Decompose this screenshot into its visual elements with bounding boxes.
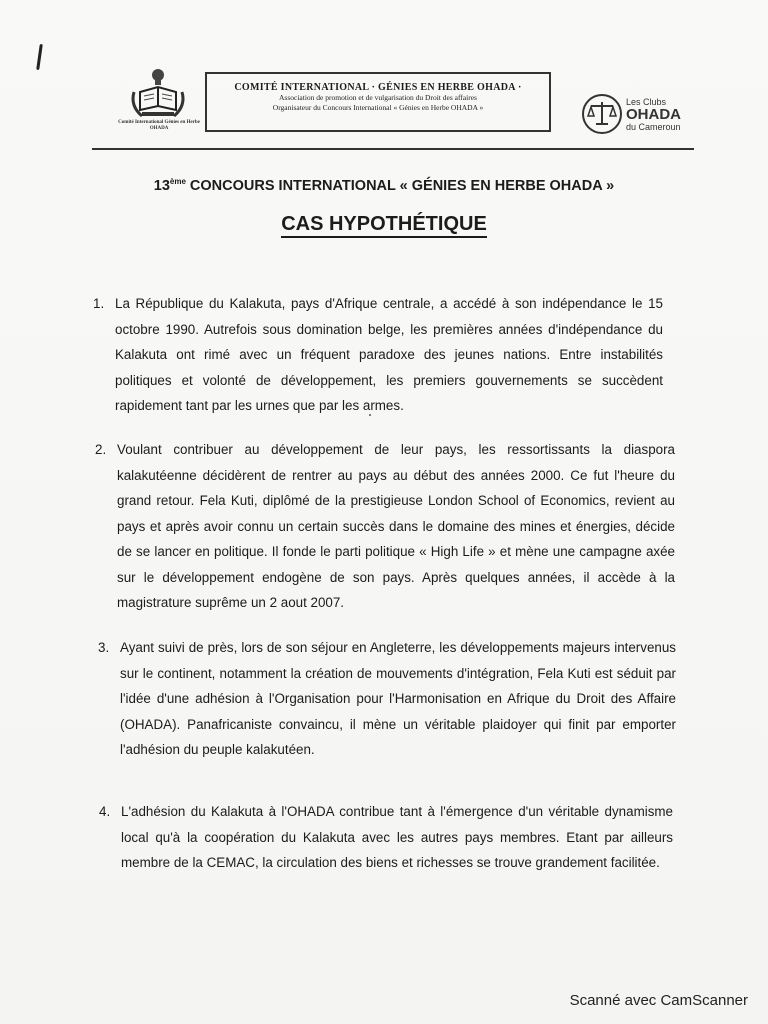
header-divider: [92, 148, 694, 150]
header-line2: Association de promotion et de vulgarisation du Droit des affaires: [279, 93, 477, 102]
contest-number-suffix: ème: [169, 177, 186, 186]
pen-mark: [36, 44, 43, 70]
contest-title: [0, 177, 768, 194]
paragraph-3: [98, 635, 676, 763]
contest-name: CONCOURS INTERNATIONAL « GÉNIES EN HERBE OHADA »: [185, 177, 615, 194]
header-line3: Organisateur du Concours International « Génies en Herbe OHADA »: [272, 103, 484, 112]
paragraph-4: [99, 799, 673, 876]
right-logo-brand: OHADA: [626, 106, 681, 123]
paragraph-number: 1.: [93, 296, 105, 311]
paragraph-1: [93, 291, 663, 419]
paragraph-text: Voulant contribuer au développement de leur pays, les ressortissants la diaspora kalakutéenne décidèrent de rentrer au pays au début des années 2000. Ce fut l'heure du grand retour. Fela Kuti, diplômé de la prestigieuse London School of Economics, revient au pays et après avoir connu un certain succès dans le domaine des mines et énergies, décide de se lancer en politique. Il fonde le parti politique « High Life » et mène une campagne axée sur le développement endogène de son pays. Après quelques années, il accède à la magistrature suprême un 2 aout 2007.: [117, 442, 675, 610]
speck: [369, 414, 371, 416]
paragraph-text: La République du Kalakuta, pays d'Afrique centrale, a accédé à son indépendance le 15 octobre 1990. Autrefois sous domination belge, les premières années d'indépendance du Kalakuta ont rimé avec un fréquent paradoxe des jeunes nations. Entre instabilités politiques et volonté de développement, les premiers gouvernements se succèdent rapidement tant par les urnes que par les armes.: [115, 296, 663, 413]
page-title: [0, 213, 768, 236]
camscanner-watermark: Scanné avec CamScanner: [569, 992, 748, 1009]
paragraph-2: [95, 437, 675, 616]
header-line1: COMITÉ INTERNATIONAL · GÉNIES EN HERBE OHADA ·: [234, 82, 522, 93]
scales-of-justice-icon: [580, 92, 624, 136]
paragraph-number: 4.: [99, 804, 111, 819]
right-logo-top: Les Clubs: [626, 97, 667, 107]
paragraph-number: 2.: [95, 442, 107, 457]
left-logo-caption: Comité International Génies en Herbe OHADA: [118, 120, 200, 131]
paragraph-text: Ayant suivi de près, lors de son séjour en Angleterre, les développements majeurs intervenus sur le continent, notamment la création de mouvements d'intégration, Fela Kuti est séduit par l'idée d'une adhésion à l'Organisation pour l'Harmonisation en Afrique du Droit des Affaire (OHADA). Panafricaniste convaincu, il mène un véritable plaidoyer qui finit par emporter l'adhésion du peuple kalakutéen.: [120, 640, 676, 757]
right-logo-bottom: du Cameroun: [626, 122, 681, 132]
paragraph-number: 3.: [98, 640, 110, 655]
right-logo-text: [626, 97, 681, 132]
paragraph-text: L'adhésion du Kalakuta à l'OHADA contribue tant à l'émergence d'un véritable dynamisme local qu'à la coopération du Kalakuta avec les autres pays membres. Etant par ailleurs membre de la CEMAC, la circulation des biens et richesses se trouve grandement facilitée.: [121, 804, 673, 870]
header-box: [205, 72, 551, 132]
case-title-text: CAS HYPOTHÉTIQUE: [281, 213, 487, 238]
contest-number: 13: [153, 177, 170, 194]
